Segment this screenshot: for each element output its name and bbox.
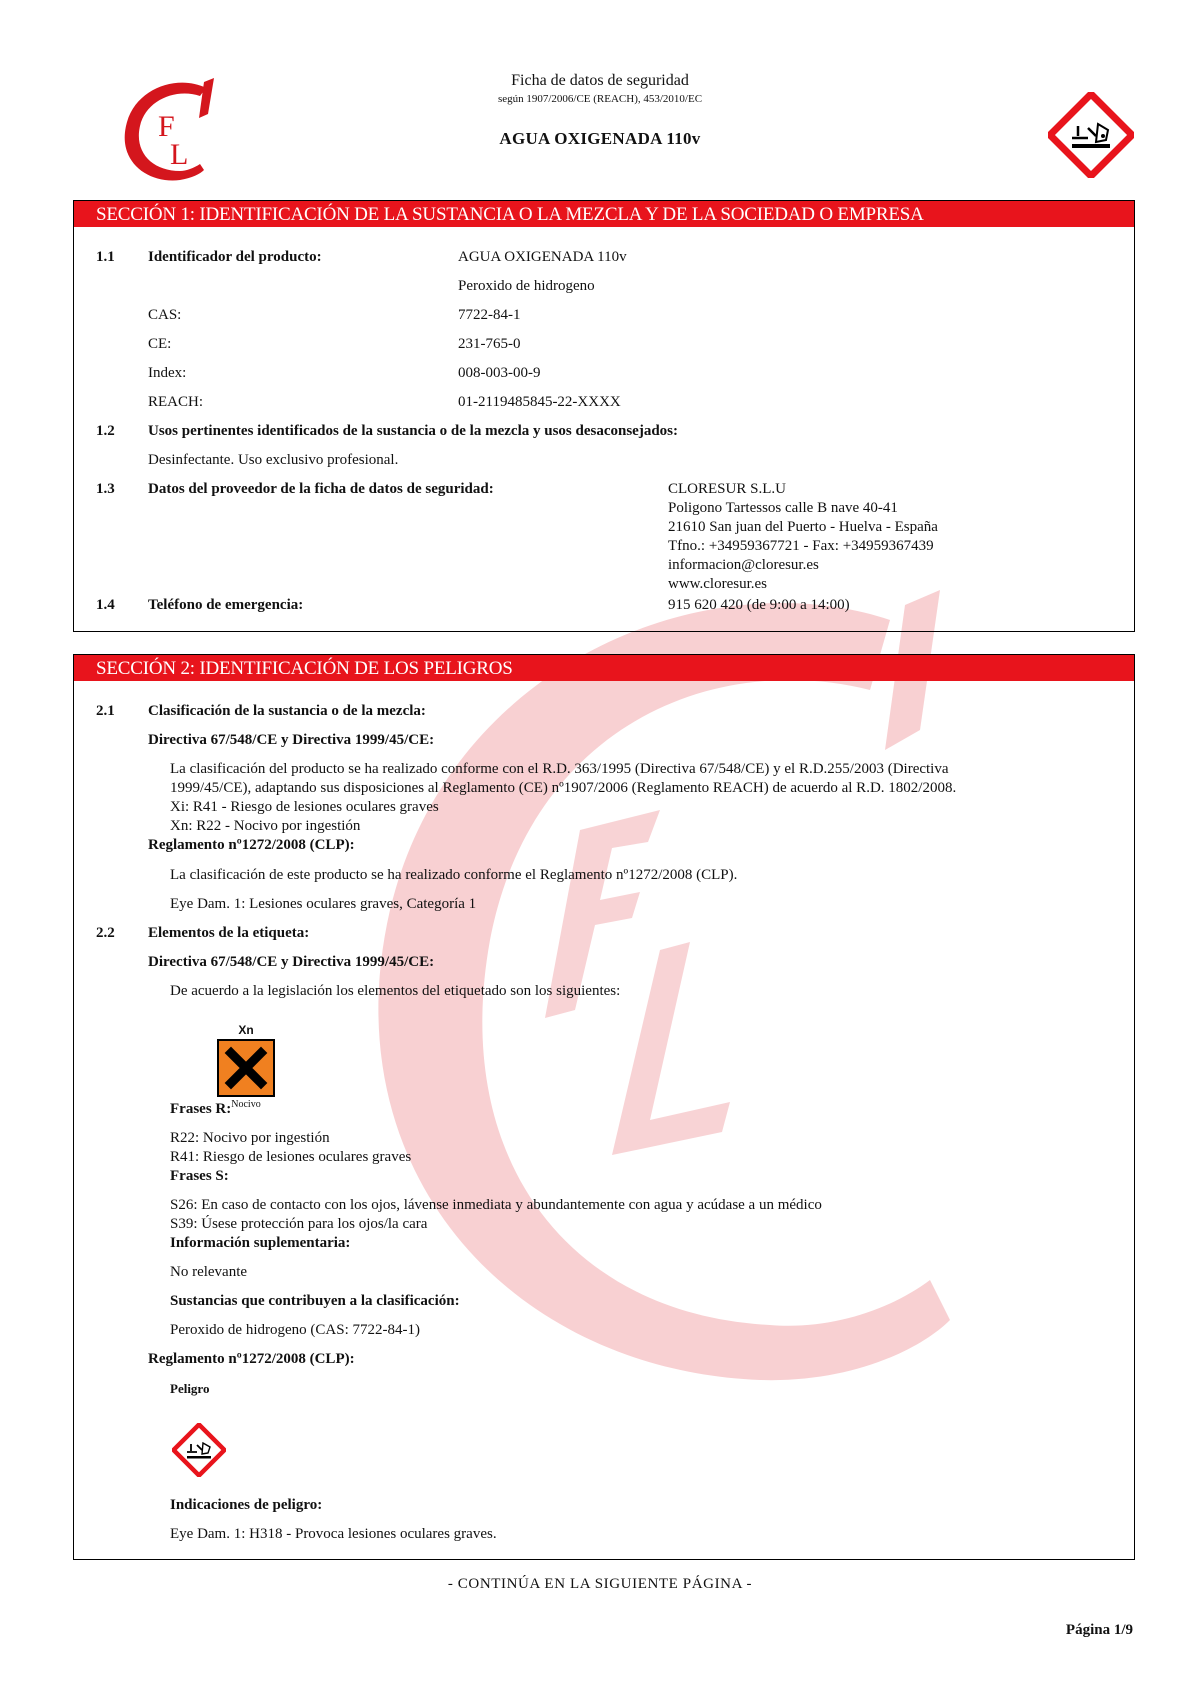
product-name: AGUA OXIGENADA 110v [499, 129, 701, 148]
xn-code: Xn [238, 1023, 254, 1037]
svg-text:F: F [158, 110, 175, 143]
reach-label: REACH: [148, 394, 204, 410]
r-phrase-41: R41: Riesgo de lesiones oculares graves [170, 1149, 412, 1165]
label-directive-label: Directiva 67/548/CE y Directiva 1999/45/CE: [148, 954, 435, 970]
xn-caption: Nocivo [231, 1099, 261, 1110]
sub-number-1-3: 1.3 [96, 481, 115, 497]
cas-label: CAS: [148, 307, 182, 323]
sub-number-1-4: 1.4 [96, 597, 115, 613]
supplier-name: CLORESUR S.L.U [668, 481, 786, 497]
supplementary-label: Información suplementaria: [170, 1235, 351, 1251]
directive-text-2: 1999/45/CE), adaptando sus disposiciones al Reglamento (CE) nº1907/2006 (Reglamento REACH) de acuerdo al R.D. 1802/2008. [170, 780, 957, 796]
section-2-heading: SECCIÓN 2: IDENTIFICACIÓN DE LOS PELIGROS [74, 655, 1134, 681]
reach-value: 01-2119485845-22-XXXX [458, 394, 621, 410]
ghs05-corrosive-icon [172, 1423, 226, 1477]
hazard-statement-h318: Eye Dam. 1: H318 - Provoca lesiones oculares graves. [170, 1526, 497, 1542]
ce-label: CE: [148, 336, 172, 352]
cas-value: 7722-84-1 [458, 307, 521, 323]
product-chemical-name: Peroxido de hidrogeno [458, 278, 595, 294]
xn-harmful-icon [217, 1039, 275, 1097]
sub-number-1-1: 1.1 [96, 249, 115, 265]
clp-text: La clasificación de este producto se ha realizado conforme el Reglamento nº1272/2008 (CLP). [170, 867, 738, 883]
svg-text:L: L [170, 138, 189, 171]
supplier-website[interactable]: www.cloresur.es [668, 576, 768, 592]
supplier-phone: Tfno.: +34959367721 - Fax: +34959367439 [668, 538, 934, 554]
sub-number-1-2: 1.2 [96, 423, 115, 439]
supplier-city: 21610 San juan del Puerto - Huelva - España [668, 519, 938, 535]
uses-label: Usos pertinentes identificados de la sustancia o de la mezcla y usos desaconsejados: [148, 423, 679, 439]
s-phrase-26: S26: En caso de contacto con los ojos, lávense inmediata y abundantemente con agua y acúdase a un médico [170, 1197, 822, 1213]
r-phrases-label: Frases R: [170, 1101, 232, 1117]
directive-xi: Xi: R41 - Riesgo de lesiones oculares graves [170, 799, 439, 815]
doc-title: Ficha de datos de seguridad [511, 72, 689, 89]
directive-text-1: La clasificación del producto se ha realizado conforme con el R.D. 363/1995 (Directiva 67/548/CE) y el R.D.255/2003 (Directiva [170, 761, 949, 777]
product-identifier-label: Identificador del producto: [148, 249, 322, 265]
signal-word: Peligro [170, 1381, 210, 1396]
hazard-statements-label: Indicaciones de peligro: [170, 1497, 323, 1513]
directive-xn: Xn: R22 - Nocivo por ingestión [170, 818, 361, 834]
directive-label: Directiva 67/548/CE y Directiva 1999/45/CE: [148, 732, 435, 748]
index-value: 008-003-00-9 [458, 365, 541, 381]
emergency-phone: 915 620 420 (de 9:00 a 14:00) [668, 597, 850, 613]
uses-text: Desinfectante. Uso exclusivo profesional. [148, 452, 399, 468]
doc-subtitle: según 1907/2006/CE (REACH), 453/2010/EC [497, 93, 703, 105]
label-clp-label: Reglamento nº1272/2008 (CLP): [148, 1351, 355, 1367]
classification-label: Clasificación de la sustancia o de la mezcla: [148, 703, 426, 719]
ce-value: 231-765-0 [458, 336, 521, 352]
s-phrases-label: Frases S: [170, 1168, 229, 1184]
label-elements-label: Elementos de la etiqueta: [148, 925, 310, 941]
sub-number-2-1: 2.1 [96, 703, 115, 719]
clp-label: Reglamento nº1272/2008 (CLP): [148, 837, 355, 853]
emergency-label: Teléfono de emergencia: [148, 597, 304, 613]
label-directive-text: De acuerdo a la legislación los elementos del etiquetado son los siguientes: [170, 983, 621, 999]
section-1-heading: SECCIÓN 1: IDENTIFICACIÓN DE LA SUSTANCIA O LA MEZCLA Y DE LA SOCIEDAD O EMPRESA [74, 201, 1134, 227]
xn-pictogram [214, 1023, 278, 1110]
ghs05-corrosive-icon [1048, 92, 1134, 178]
cloresur-logo-icon [118, 74, 228, 184]
section-1 [73, 200, 1135, 632]
supplier-email[interactable]: informacion@cloresur.es [668, 557, 819, 573]
substances-label: Sustancias que contribuyen a la clasificación: [170, 1293, 460, 1309]
supplier-label: Datos del proveedor de la ficha de datos de seguridad: [148, 481, 494, 497]
product-identifier-value: AGUA OXIGENADA 110v [458, 249, 627, 265]
r-phrase-22: R22: Nocivo por ingestión [170, 1130, 330, 1146]
page-number: Página 1/9 [1065, 1622, 1133, 1638]
sub-number-2-2: 2.2 [96, 925, 115, 941]
section-2 [73, 654, 1135, 1560]
s-phrase-39: S39: Úsese protección para los ojos/la cara [170, 1216, 428, 1232]
substances-text: Peroxido de hidrogeno (CAS: 7722-84-1) [170, 1322, 420, 1338]
supplementary-text: No relevante [170, 1264, 248, 1280]
index-label: Index: [148, 365, 187, 381]
supplier-address: Poligono Tartessos calle B nave 40-41 [668, 500, 898, 516]
continue-notice: - CONTINÚA EN LA SIGUIENTE PÁGINA - [447, 1576, 753, 1592]
clp-category: Eye Dam. 1: Lesiones oculares graves, Categoría 1 [170, 896, 477, 912]
document-header [380, 72, 820, 149]
